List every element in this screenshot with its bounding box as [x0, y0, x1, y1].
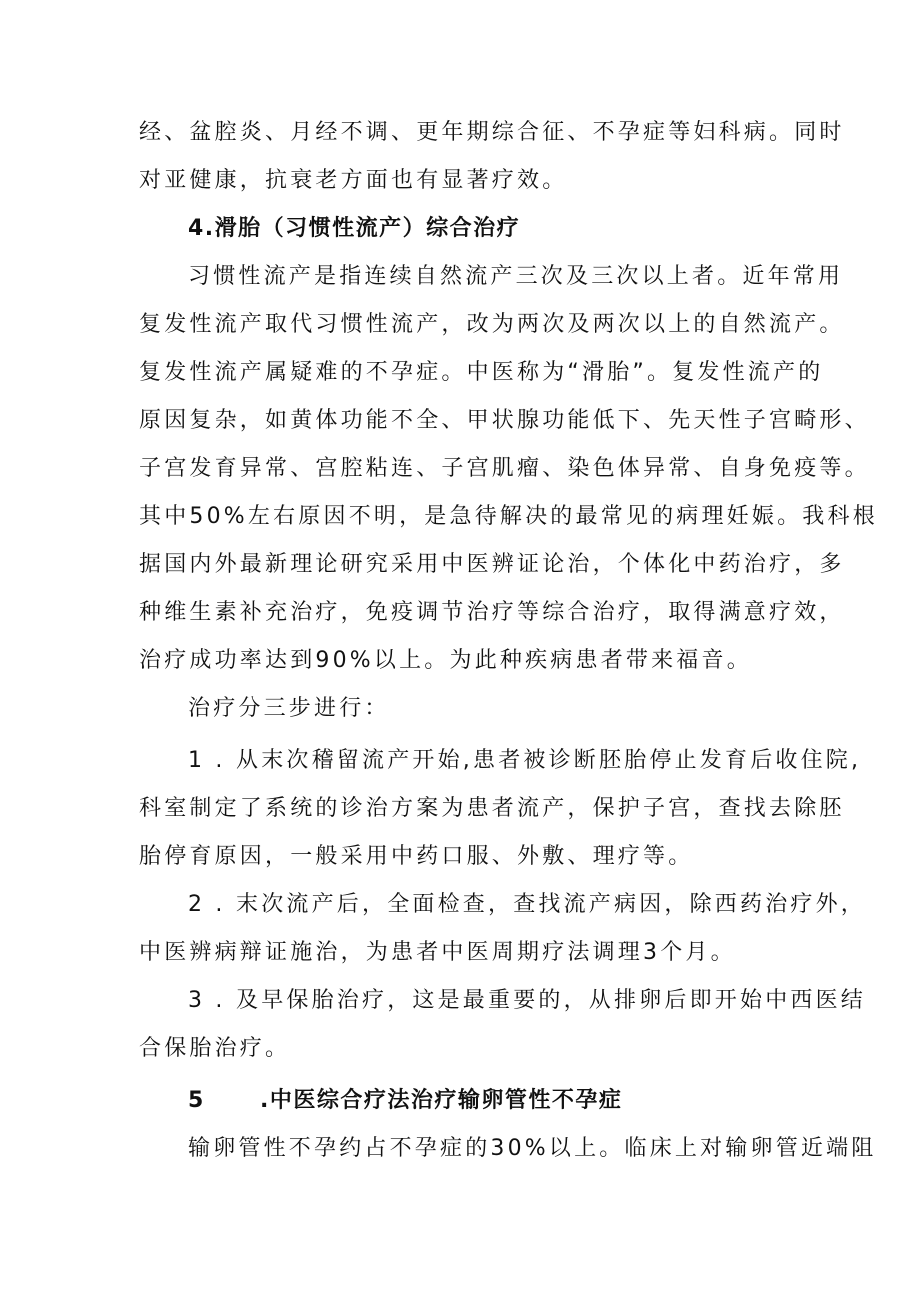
step-number: 3 . — [188, 988, 226, 1013]
paragraph-line: 据国内外最新理论研究采用中医辨证论治，个体化中药治疗，多 — [139, 552, 845, 577]
steps-intro: 治疗分三步进行： — [188, 696, 390, 721]
section-number: 5 — [188, 1088, 205, 1113]
paragraph-line: 其中50%左右原因不明，是急待解决的最常见的病理妊娠。我科根 — [139, 504, 878, 529]
paragraph-line: 子宫发育异常、宫腔粘连、子宫肌瘤、染色体异常、自身免疫等。 — [139, 456, 870, 481]
section-heading-5 — [188, 1085, 622, 1117]
paragraph-line: 复发性流产属疑难的不孕症。中医称为“滑胎”。复发性流产的 — [139, 360, 824, 385]
step-3 — [188, 985, 866, 1017]
section-heading-4: 4.滑胎（习惯性流产）综合治疗 — [188, 216, 521, 241]
paragraph-line: 种维生素补充治疗，免疫调节治疗等综合治疗，取得满意疗效， — [139, 600, 845, 625]
step-2 — [188, 889, 866, 921]
step-text: 从末次稽留流产开始,患者被诊断胚胎停止发育后收住院, — [236, 748, 862, 773]
step-text: 末次流产后，全面检查，查找流产病因，除西药治疗外， — [236, 892, 867, 917]
paragraph-line: 经、盆腔炎、月经不调、更年期综合征、不孕症等妇科病。同时 — [139, 120, 845, 145]
paragraph-line: 习惯性流产是指连续自然流产三次及三次以上者。近年常用 — [188, 264, 844, 289]
step-text: 及早保胎治疗，这是最重要的，从排卵后即开始中西医结 — [236, 988, 867, 1013]
paragraph-line: 原因复杂，如黄体功能不全、甲状腺功能低下、先天性子宫畸形、 — [139, 408, 870, 433]
paragraph-line: 复发性流产取代习惯性流产，改为两次及两次以上的自然流产。 — [139, 312, 845, 337]
step-number: 2 . — [188, 892, 226, 917]
step-1 — [188, 745, 861, 777]
section-title: .中医综合疗法治疗输卵管性不孕症 — [260, 1088, 623, 1113]
paragraph-line: 治疗成功率达到90%以上。为此种疾病患者带来福音。 — [139, 648, 752, 673]
paragraph-line: 输卵管性不孕约占不孕症的30%以上。临床上对输卵管近端阻 — [188, 1136, 877, 1161]
paragraph-line: 胎停育原因，一般采用中药口服、外敷、理疗等。 — [139, 844, 694, 869]
step-number: 1 . — [188, 748, 226, 773]
paragraph-line: 对亚健康，抗衰老方面也有显著疗效。 — [139, 168, 568, 193]
paragraph-line: 科室制定了系统的诊治方案为患者流产，保护子宫，查找去除胚 — [139, 796, 845, 821]
paragraph-line: 中医辨病辩证施治，为患者中医周期疗法调理3个月。 — [139, 940, 736, 965]
paragraph-line: 合保胎治疗。 — [139, 1036, 291, 1061]
